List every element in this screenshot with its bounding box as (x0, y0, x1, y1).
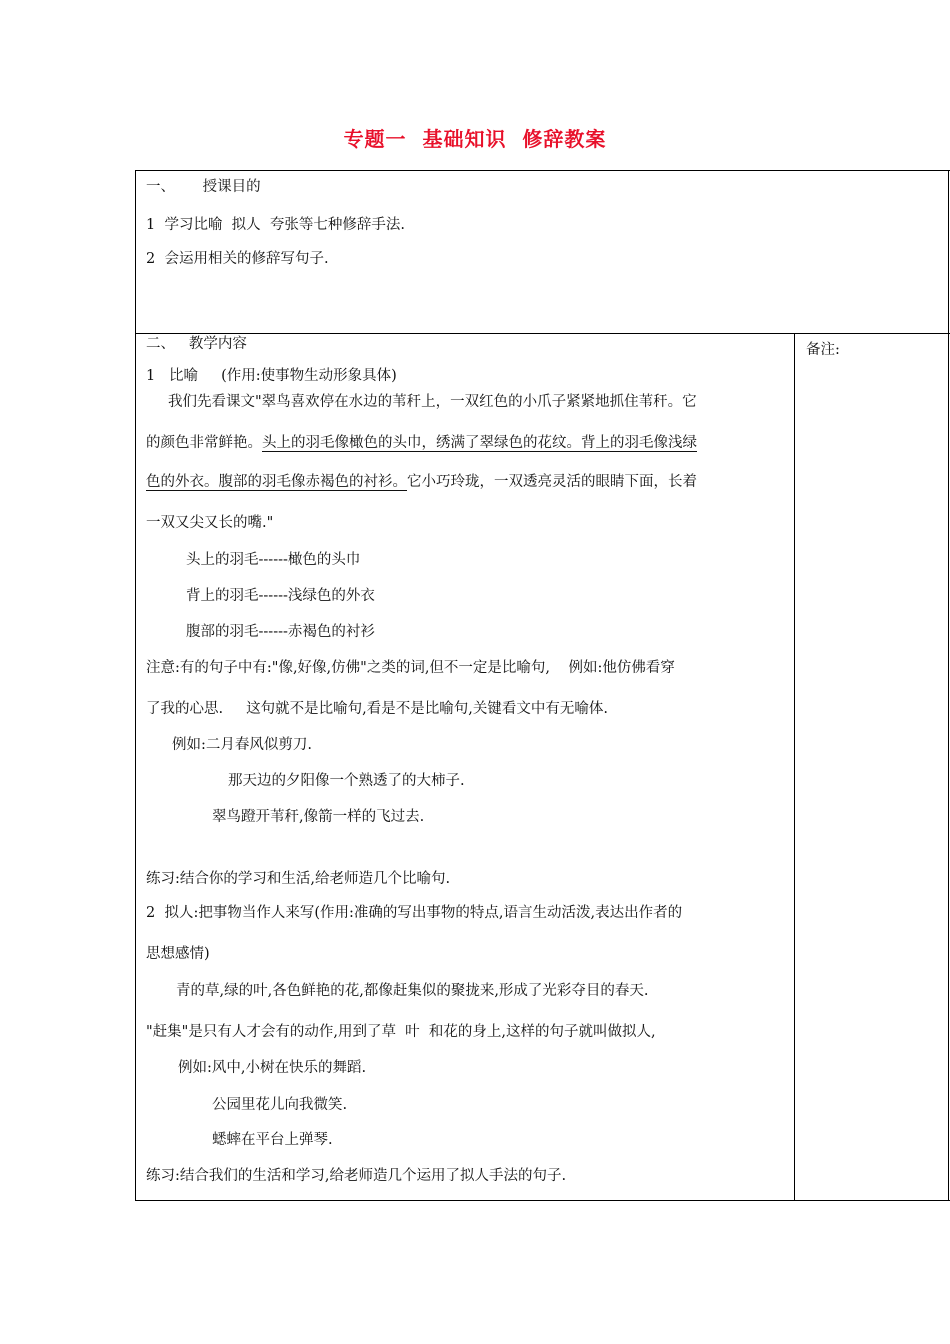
personification-example: 蟋蟀在平台上弹琴. (212, 1132, 333, 1148)
underlined-text: 头上的羽毛像橄色的头巾，绣满了翠绿色的花纹。背上的羽毛像浅绿 (262, 435, 697, 451)
simile-example: 那天边的夕阳像一个熟透了的大柿子. (228, 773, 465, 789)
personification-exercise: 练习:结合我们的生活和学习,给老师造几个运用了拟人手法的句子. (146, 1168, 567, 1184)
section-heading: 一、 授课目的 (146, 179, 261, 195)
plain-text: 的颜色非常鲜艳。 (146, 435, 262, 451)
personification-example: 例如:风中,小树在快乐的舞蹈. (178, 1060, 367, 1076)
table-divider-row (135, 333, 950, 334)
table-border-bottom (135, 1200, 950, 1201)
table-divider-column (794, 333, 795, 1201)
personification-paragraph-line: 青的草,绿的叶,各色鲜艳的花,都像赶集似的聚拢来,形成了光彩夺目的春天. (176, 983, 649, 999)
table-border-right (948, 170, 949, 1201)
simile-title: 1 比喻 (作用:使事物生动形象具体) (146, 368, 397, 384)
simile-paragraph-line (146, 472, 697, 492)
simile-note: 了我的心思. 这句就不是比喻句,看是不是比喻句,关键看文中有无喻体. (146, 701, 608, 717)
simile-exercise: 练习:结合你的学习和生活,给老师造几个比喻句. (146, 871, 451, 887)
page-title: 专题一 基础知识 修辞教案 (343, 127, 607, 151)
section-heading: 二、 教学内容 (146, 336, 247, 352)
simile-pair: 腹部的羽毛------赤褐色的衬衫 (186, 624, 375, 640)
simile-paragraph-line (146, 433, 697, 453)
objective-item: 1 学习比喻 拟人 夸张等七种修辞手法. (146, 217, 405, 233)
plain-text: 它小巧玲珑，一双透亮灵活的眼睛下面，长着 (407, 474, 697, 490)
simile-paragraph-line: 我们先看课文"翠鸟喜欢停在水边的苇秆上，一双红色的小爪子紧紧地抓住苇秆。它 (168, 394, 697, 410)
personification-example: 公园里花儿向我微笑. (212, 1097, 348, 1113)
remark-label: 备注: (806, 342, 840, 358)
simile-pair: 背上的羽毛------浅绿色的外衣 (186, 588, 375, 604)
simile-note: 注意:有的句子中有:"像,好像,仿佛"之类的词,但不一定是比喻句, 例如:他仿佛看穿 (146, 660, 675, 676)
personification-title: 2 拟人:把事物当作人来写(作用:准确的写出事物的特点,语言生动活泼,表达出作者的 (146, 905, 683, 921)
table-border-left (135, 170, 136, 1201)
personification-paragraph-line: "赶集"是只有人才会有的动作,用到了草 叶 和花的身上,这样的句子就叫做拟人, (146, 1024, 656, 1040)
simile-paragraph-line: 一双又尖又长的嘴." (146, 515, 274, 531)
simile-example: 例如:二月春风似剪刀. (172, 737, 312, 753)
table-border-top (135, 170, 950, 171)
simile-pair: 头上的羽毛------橄色的头巾 (186, 552, 361, 568)
simile-example: 翠鸟蹬开苇秆,像箭一样的飞过去. (212, 809, 425, 825)
underlined-text: 色的外衣。腹部的羽毛像赤褐色的衬衫。 (146, 474, 407, 490)
personification-title: 思想感情) (146, 946, 210, 962)
objective-item: 2 会运用相关的修辞写句子. (146, 251, 329, 267)
